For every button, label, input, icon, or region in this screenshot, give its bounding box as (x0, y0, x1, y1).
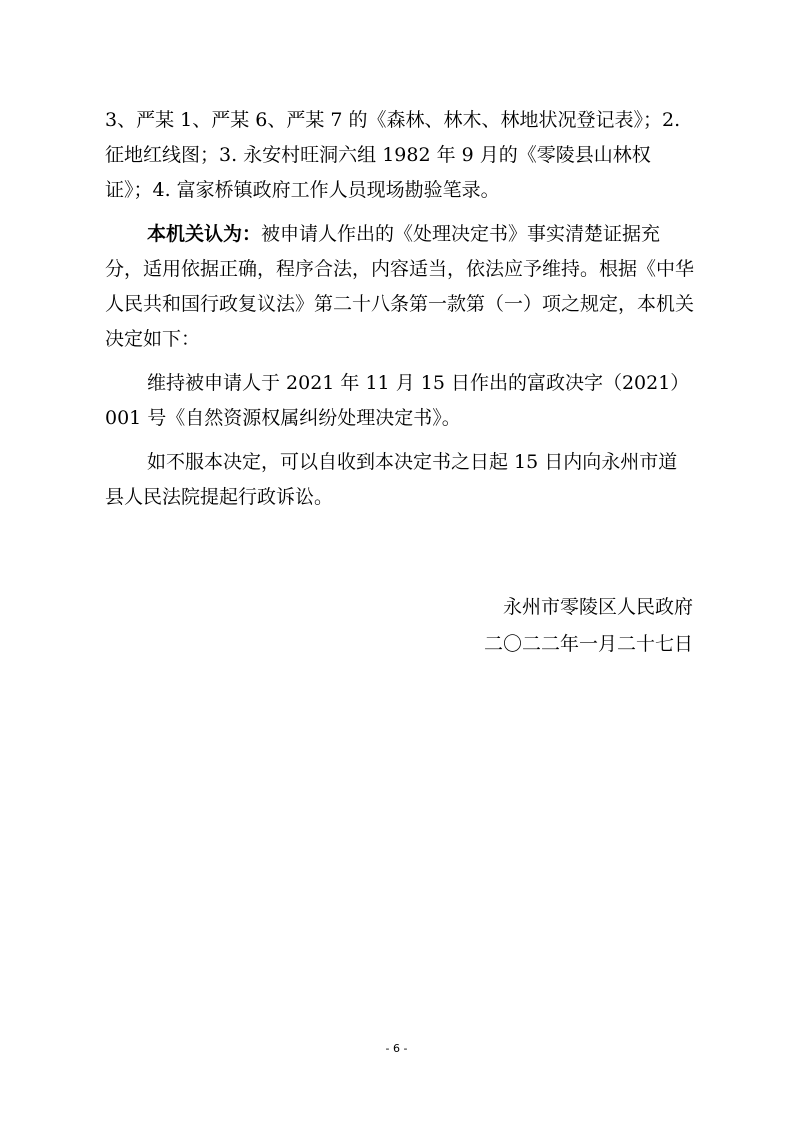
signature-organization: 永州市零陵区人民政府 (502, 596, 693, 618)
evidence-list-paragraph (105, 103, 695, 208)
opinion-text: 被申请人作出的《处理决定书》事实清楚证据充分，适用依据正确，程序合法，内容适当，依法应予维持。根据《中华人民共和国行政复议法》第二十八条第一款第（一）项之规定，本机关决定如下： (105, 223, 695, 350)
evidence-list-text: 3、严某 1、严某 6、严某 7 的《森林、林木、林地状况登记表》；2. 征地红线图；3. 永安村旺洞六组 1982 年 9 月的《零陵县山林权证》；4. 富家桥镇政府工作人员现场勘验笔录。 (105, 109, 681, 201)
decision-paragraph (105, 366, 695, 436)
page-number: - 6 - (385, 1042, 408, 1055)
signature-date: 二〇二二年一月二十七日 (483, 633, 693, 655)
decision-text: 维持被申请人于 2021 年 11 月 15 日作出的富政决字（2021）001 号《自然资源权属纠纷处理决定书》。 (105, 372, 690, 429)
opinion-paragraph (105, 217, 695, 357)
opinion-heading: 本机关认为： (147, 223, 262, 245)
appeal-notice-text: 如不服本决定，可以自收到本决定书之日起 15 日内向永州市道县人民法院提起行政诉讼。 (105, 451, 678, 508)
appeal-notice-paragraph (105, 445, 695, 515)
